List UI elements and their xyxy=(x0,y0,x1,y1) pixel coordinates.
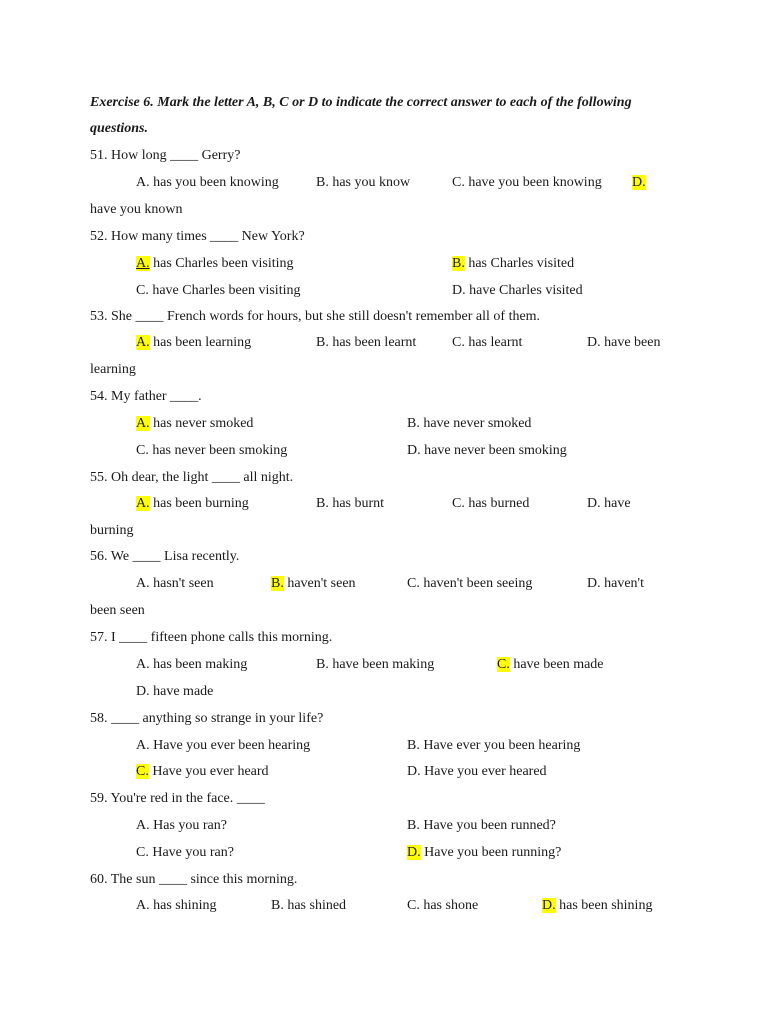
q55-option-d: D. have xyxy=(587,496,631,511)
q56-option-a: A. hasn't seen xyxy=(136,576,214,591)
q60-option-d: D. has been shining xyxy=(542,898,653,913)
q59-option-c: C. Have you ran? xyxy=(136,845,234,860)
question-57-stem: 57. I ____ fifteen phone calls this morning. xyxy=(90,630,333,645)
question-60-stem: 60. The sun ____ since this morning. xyxy=(90,872,298,887)
answer-highlight: D. xyxy=(542,898,556,913)
answer-highlight: A. xyxy=(136,256,150,271)
answer-highlight: D. xyxy=(407,845,421,860)
answer-highlight: D. xyxy=(632,175,646,190)
q58-option-d: D. Have you ever heared xyxy=(407,764,547,779)
answer-highlight: A. xyxy=(136,416,150,431)
q57-option-a: A. has been making xyxy=(136,657,248,672)
q57-option-d: D. have made xyxy=(136,684,214,699)
q54-option-a: A. has never smoked xyxy=(136,416,254,431)
exercise-title-line1: Exercise 6. Mark the letter A, B, C or D to indicate the correct answer to each of the following xyxy=(90,95,632,110)
q51-option-b: B. has you know xyxy=(316,175,411,190)
question-59-stem: 59. You're red in the face. ____ xyxy=(90,791,265,806)
q55-option-a: A. has been burning xyxy=(136,496,249,511)
q54-option-c: C. has never been smoking xyxy=(136,443,288,458)
q54-option-d: D. have never been smoking xyxy=(407,443,567,458)
question-53-stem: 53. She ____ French words for hours, but she still doesn't remember all of them. xyxy=(90,309,541,324)
q51-option-d xyxy=(632,174,646,192)
q53-option-a: A. has been learning xyxy=(136,335,252,350)
q55-option-d-wrap: burning xyxy=(90,523,134,538)
answer-highlight: C. xyxy=(497,657,510,672)
answer-highlight: A. xyxy=(136,335,150,350)
question-52-stem: 52. How many times ____ New York? xyxy=(90,229,305,244)
q60-option-a: A. has shining xyxy=(136,898,217,913)
q53-option-d: D. have been xyxy=(587,335,661,350)
q57-option-b: B. have been making xyxy=(316,657,435,672)
question-56-stem: 56. We ____ Lisa recently. xyxy=(90,549,240,564)
q58-option-c: C. Have you ever heard xyxy=(136,764,269,779)
q55-option-c: C. has burned xyxy=(452,496,530,511)
question-51-stem: 51. How long ____ Gerry? xyxy=(90,148,241,163)
q54-option-b: B. have never smoked xyxy=(407,416,532,431)
q56-option-d-wrap: been seen xyxy=(90,603,145,618)
q51-option-d-wrap: have you known xyxy=(90,202,183,217)
q58-option-b: B. Have ever you been hearing xyxy=(407,738,581,753)
q56-option-b: B. haven't seen xyxy=(271,576,356,591)
question-54-stem: 54. My father ____. xyxy=(90,389,202,404)
question-58-stem: 58. ____ anything so strange in your life? xyxy=(90,711,324,726)
answer-highlight: B. xyxy=(452,256,465,271)
q56-option-d: D. haven't xyxy=(587,576,644,591)
q53-option-d-wrap: learning xyxy=(90,362,136,377)
q52-option-a: A. has Charles been visiting xyxy=(136,256,294,271)
q53-option-b: B. has been learnt xyxy=(316,335,417,350)
q58-option-a: A. Have you ever been hearing xyxy=(136,738,311,753)
q60-option-c: C. has shone xyxy=(407,898,479,913)
question-55-stem: 55. Oh dear, the light ____ all night. xyxy=(90,470,294,485)
q59-option-d: D. Have you been running? xyxy=(407,845,562,860)
answer-highlight: B. xyxy=(271,576,284,591)
answer-highlight: C. xyxy=(136,764,149,779)
q52-option-d: D. have Charles visited xyxy=(452,283,583,298)
q55-option-b: B. has burnt xyxy=(316,496,385,511)
q59-option-a: A. Has you ran? xyxy=(136,818,227,833)
q57-option-c: C. have been made xyxy=(497,657,604,672)
answer-highlight: A. xyxy=(136,496,150,511)
q59-option-b: B. Have you been runned? xyxy=(407,818,556,833)
q52-option-c: C. have Charles been visiting xyxy=(136,283,301,298)
q53-option-c: C. has learnt xyxy=(452,335,523,350)
exercise-title-line2: questions. xyxy=(90,121,148,136)
q51-option-c: C. have you been knowing xyxy=(452,175,602,190)
q51-option-a: A. has you been knowing xyxy=(136,175,279,190)
q60-option-b: B. has shined xyxy=(271,898,347,913)
q52-option-b: B. has Charles visited xyxy=(452,256,575,271)
q56-option-c: C. haven't been seeing xyxy=(407,576,533,591)
